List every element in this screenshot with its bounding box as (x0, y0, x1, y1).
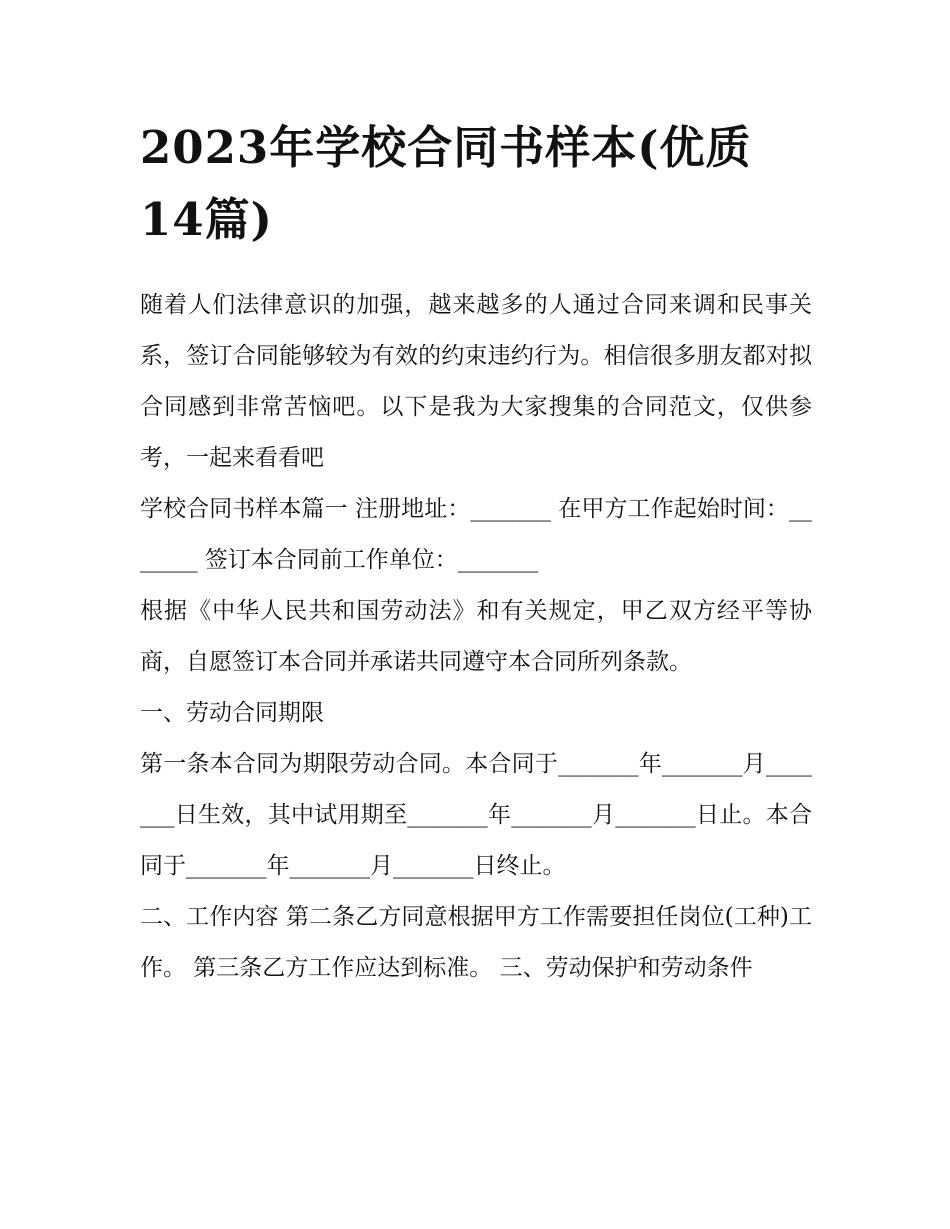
document-page (140, 112, 812, 994)
intro-paragraph: 随着人们法律意识的加强，越来越多的人通过合同来调和民事关系，签订合同能够较为有效的约束违约行为。相信很多朋友都对拟合同感到非常苦恼吧。以下是我为大家搜集的合同范文，仅供参考，一起来看看吧 (140, 292, 812, 471)
document-title: 2023年学校合同书样本(优质14篇) (140, 121, 752, 246)
registration-info-paragraph: 学校合同书样本篇一 注册地址：_______ 在甲方工作起始时间：_______ 签订本合同前工作单位：_______ (140, 496, 812, 573)
article-one-paragraph: 第一条本合同为期限劳动合同。本合同于_______年_______月_______日生效，其中试用期至_______年_______月_______日止。本合同于_______年_______月_______日终止。 (140, 751, 812, 879)
section-heading-contract-term: 一、劳动合同期限 (140, 700, 324, 726)
document-body (140, 280, 812, 994)
legal-basis-paragraph: 根据《中华人民共和国劳动法》和有关规定，甲乙双方经平等协商，自愿签订本合同并承诺共同遵守本合同所列条款。 (140, 598, 812, 675)
work-content-paragraph: 二、工作内容 第二条乙方同意根据甲方工作需要担任岗位(工种)工作。 第三条乙方工作应达到标准。 三、劳动保护和劳动条件 (140, 904, 812, 981)
